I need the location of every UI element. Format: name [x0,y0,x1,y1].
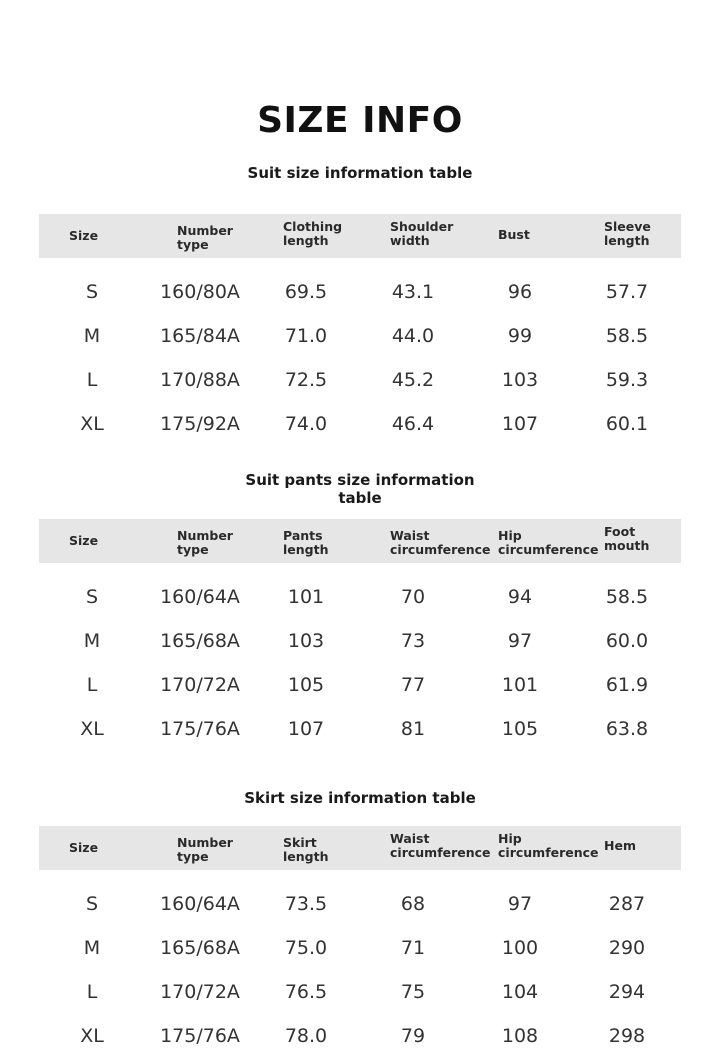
table-row [0,277,720,307]
table-cell: 75.0 [284,937,328,959]
table-cell: 287 [608,893,646,915]
table-cell: 73 [400,630,426,652]
header-size: Size [69,533,99,548]
table-cell: 160/64A [160,586,240,608]
table-cell: 58.5 [605,325,649,347]
table-cell: 165/68A [160,630,240,652]
suit-table-header [39,214,681,258]
table-cell: 71.0 [284,325,328,347]
table-cell: 108 [501,1025,539,1047]
table-cell: 170/72A [160,981,240,1003]
table-row [0,933,720,963]
table-row [0,889,720,919]
header-number-type: Number type [177,223,233,252]
table-cell: L [86,369,98,391]
table-cell: 165/84A [160,325,240,347]
skirt-table-header [39,826,681,870]
table-cell: 103 [287,630,325,652]
table-row [0,582,720,612]
table-cell: 101 [287,586,325,608]
table-cell: XL [80,718,104,740]
header-bust: Bust [498,227,530,242]
table-cell: 75 [400,981,426,1003]
table-row [0,321,720,351]
table-cell: 81 [400,718,426,740]
table-cell: 70 [400,586,426,608]
header-pants-length: Pants length [283,528,329,557]
table-cell: 107 [287,718,325,740]
header-waist-circumference: Waist circumference [390,528,491,557]
header-hem: Hem [604,838,636,853]
table-cell: 104 [501,981,539,1003]
table-cell: 69.5 [284,281,328,303]
table-cell: 175/92A [160,413,240,435]
table-cell: 107 [501,413,539,435]
table-cell: 72.5 [284,369,328,391]
header-waist-circumference: Waist circumference [390,831,491,860]
header-size: Size [69,840,99,855]
suit-pants-table-title: Suit pants size information table [245,471,475,507]
table-cell: 170/88A [160,369,240,391]
table-cell: L [86,674,98,696]
table-cell: 101 [501,674,539,696]
table-cell: 290 [608,937,646,959]
table-cell: S [85,893,99,915]
table-cell: 94 [507,586,533,608]
table-row [0,365,720,395]
header-hip-circumference: Hip circumference [498,831,599,860]
table-cell: 105 [501,718,539,740]
table-cell: S [85,586,99,608]
table-cell: 58.5 [605,586,649,608]
header-foot-mouth: Foot mouth [604,524,650,553]
page-title: SIZE INFO [257,100,463,141]
table-cell: 76.5 [284,981,328,1003]
table-cell: 46.4 [391,413,435,435]
table-row [0,714,720,744]
table-cell: XL [80,413,104,435]
suit-pants-table-header [39,519,681,563]
table-cell: 43.1 [391,281,435,303]
header-sleeve-length: Sleeve length [604,219,651,248]
table-cell: 175/76A [160,718,240,740]
table-cell: XL [80,1025,104,1047]
header-number-type: Number type [177,528,233,557]
table-cell: 165/68A [160,937,240,959]
table-cell: 59.3 [605,369,649,391]
table-cell: 100 [501,937,539,959]
table-cell: 96 [507,281,533,303]
table-cell: 160/80A [160,281,240,303]
table-cell: 61.9 [605,674,649,696]
header-size: Size [69,228,99,243]
table-cell: 63.8 [605,718,649,740]
header-hip-circumference: Hip circumference [498,528,599,557]
table-cell: 57.7 [605,281,649,303]
skirt-table-title: Skirt size information table [244,789,476,807]
table-cell: 77 [400,674,426,696]
table-cell: 44.0 [391,325,435,347]
table-cell: 79 [400,1025,426,1047]
table-cell: 97 [507,893,533,915]
table-cell: 71 [400,937,426,959]
table-cell: 97 [507,630,533,652]
header-shoulder-width: Shoulder width [390,219,454,248]
table-cell: 74.0 [284,413,328,435]
table-cell: 60.1 [605,413,649,435]
table-row [0,626,720,656]
suit-table-title: Suit size information table [247,164,473,182]
table-cell: 105 [287,674,325,696]
table-row [0,670,720,700]
table-cell: 99 [507,325,533,347]
table-cell: S [85,281,99,303]
table-cell: 175/76A [160,1025,240,1047]
table-cell: M [83,630,101,652]
table-cell: 298 [608,1025,646,1047]
table-cell: M [83,325,101,347]
table-cell: 60.0 [605,630,649,652]
table-row [0,409,720,439]
table-cell: M [83,937,101,959]
table-cell: 73.5 [284,893,328,915]
header-skirt-length: Skirt length [283,835,329,864]
table-cell: 78.0 [284,1025,328,1047]
table-row [0,977,720,1007]
table-cell: 294 [608,981,646,1003]
table-cell: 45.2 [391,369,435,391]
table-cell: 103 [501,369,539,391]
header-number-type: Number type [177,835,233,864]
table-cell: 170/72A [160,674,240,696]
header-clothing-length: Clothing length [283,219,343,248]
table-cell: 68 [400,893,426,915]
table-cell: 160/64A [160,893,240,915]
table-cell: L [86,981,98,1003]
table-row [0,1021,720,1051]
